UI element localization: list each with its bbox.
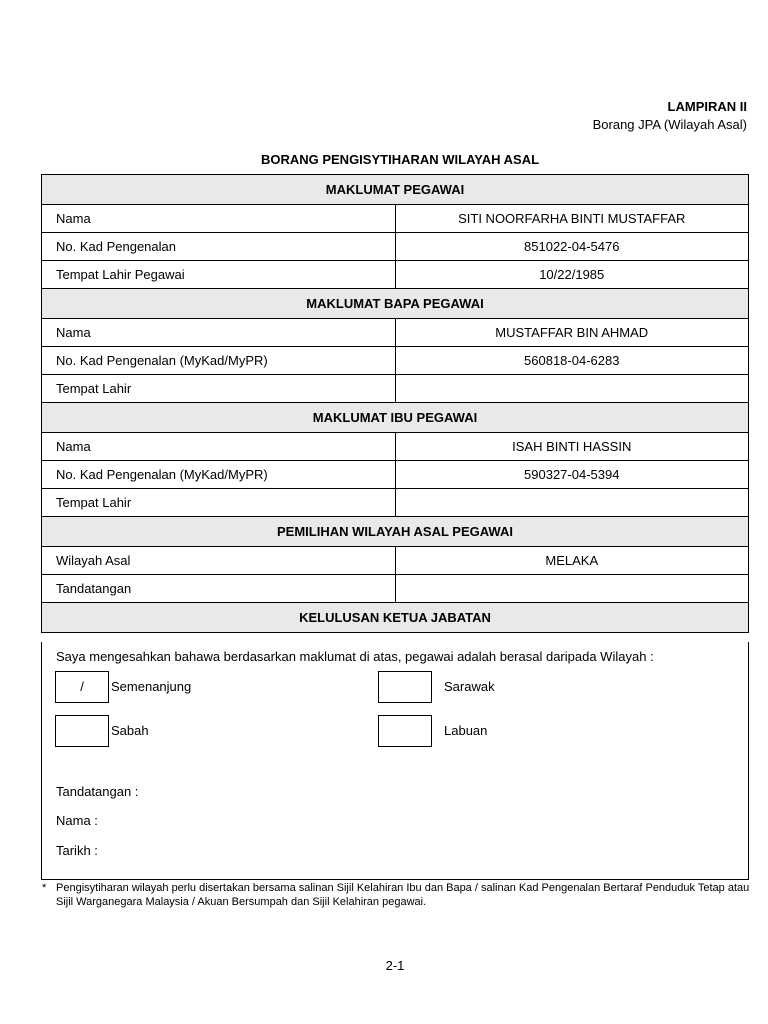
table-row bbox=[42, 433, 749, 461]
table-row bbox=[42, 233, 749, 261]
section-title-ibu: MAKLUMAT IBU PEGAWAI bbox=[42, 403, 749, 433]
declaration-table bbox=[41, 174, 749, 633]
table-row bbox=[42, 347, 749, 375]
section-title-pegawai: MAKLUMAT PEGAWAI bbox=[42, 175, 749, 205]
table-row bbox=[42, 461, 749, 489]
checkbox-labuan[interactable] bbox=[378, 715, 432, 747]
home-region-field[interactable]: MELAKA bbox=[395, 547, 749, 575]
table-row bbox=[42, 319, 749, 347]
field-label: No. Kad Pengenalan (MyKad/MyPR) bbox=[42, 347, 396, 375]
checkbox-sarawak[interactable] bbox=[378, 671, 432, 703]
mother-ic-field[interactable]: 590327-04-5394 bbox=[395, 461, 749, 489]
mother-name-field[interactable]: ISAH BINTI HASSIN bbox=[395, 433, 749, 461]
footnote bbox=[42, 881, 754, 909]
father-ic-field[interactable]: 560818-04-6283 bbox=[395, 347, 749, 375]
page-number: 2-1 bbox=[385, 958, 405, 973]
option-label-sarawak: Sarawak bbox=[444, 679, 495, 694]
father-name-field[interactable]: MUSTAFFAR BIN AHMAD bbox=[395, 319, 749, 347]
field-label: Tempat Lahir Pegawai bbox=[42, 261, 396, 289]
field-label: Nama bbox=[42, 319, 396, 347]
father-birthplace-field[interactable] bbox=[395, 375, 749, 403]
field-label: Nama bbox=[42, 205, 396, 233]
form-title: BORANG PENGISYTIHARAN WILAYAH ASAL bbox=[260, 152, 540, 167]
employee-name-field[interactable]: SITI NOORFARHA BINTI MUSTAFFAR bbox=[395, 205, 749, 233]
checkbox-semenanjung[interactable]: / bbox=[55, 671, 109, 703]
checkbox-sabah[interactable] bbox=[55, 715, 109, 747]
table-row bbox=[42, 575, 749, 603]
table-row bbox=[42, 489, 749, 517]
field-label: Wilayah Asal bbox=[42, 547, 396, 575]
field-label: Tempat Lahir bbox=[42, 489, 396, 517]
approval-date-label: Tarikh : bbox=[56, 843, 98, 858]
field-label: No. Kad Pengenalan (MyKad/MyPR) bbox=[42, 461, 396, 489]
approval-name-label: Nama : bbox=[56, 813, 98, 828]
option-label-semenanjung: Semenanjung bbox=[111, 679, 192, 694]
employee-signature-field[interactable] bbox=[395, 575, 749, 603]
footnote-marker: * bbox=[42, 882, 47, 894]
section-title-bapa: MAKLUMAT BAPA PEGAWAI bbox=[42, 289, 749, 319]
employee-birthplace-field[interactable]: 10/22/1985 bbox=[395, 261, 749, 289]
employee-ic-field[interactable]: 851022-04-5476 bbox=[395, 233, 749, 261]
field-label: Tandatangan bbox=[42, 575, 396, 603]
form-code: Borang JPA (Wilayah Asal) bbox=[592, 117, 747, 132]
field-label: Tempat Lahir bbox=[42, 375, 396, 403]
table-row bbox=[42, 205, 749, 233]
option-label-sabah: Sabah bbox=[111, 723, 149, 738]
approval-signature-label: Tandatangan : bbox=[56, 784, 139, 799]
field-label: Nama bbox=[42, 433, 396, 461]
table-row bbox=[42, 261, 749, 289]
mother-birthplace-field[interactable] bbox=[395, 489, 749, 517]
table-row bbox=[42, 375, 749, 403]
field-label: No. Kad Pengenalan bbox=[42, 233, 396, 261]
section-title-kelulusan: KELULUSAN KETUA JABATAN bbox=[42, 603, 749, 633]
table-row bbox=[42, 547, 749, 575]
approval-section bbox=[41, 642, 749, 880]
option-label-labuan: Labuan bbox=[444, 723, 488, 738]
appendix-label: LAMPIRAN II bbox=[667, 99, 747, 114]
approval-statement: Saya mengesahkan bahawa berdasarkan maklumat di atas, pegawai adalah berasal daripada Wilayah : bbox=[56, 649, 654, 664]
section-title-pemilihan: PEMILIHAN WILAYAH ASAL PEGAWAI bbox=[42, 517, 749, 547]
footnote-text: Pengisytiharan wilayah perlu disertakan bersama salinan Sijil Kelahiran Ibu dan Bapa / salinan Kad Pengenalan Bertaraf Penduduk Tetap atau Sijil Warganegara Malaysia / Akuan Bersumpah dan Sijil Kelahiran pegawai. bbox=[56, 882, 750, 908]
